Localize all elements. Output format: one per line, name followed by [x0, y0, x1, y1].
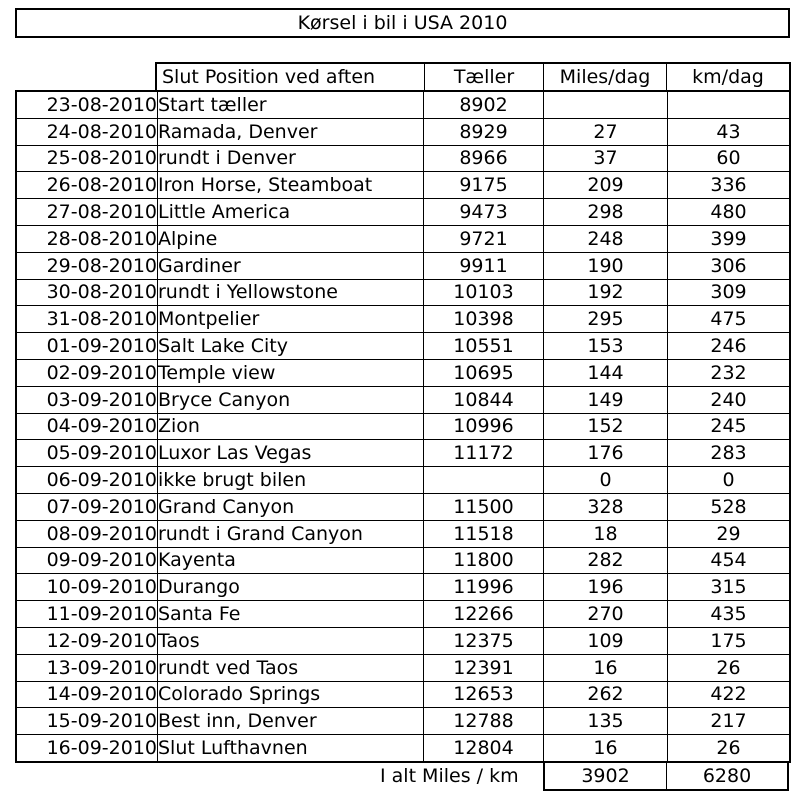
miles-cell: 176 — [544, 440, 668, 467]
counter-cell: 9911 — [424, 252, 544, 279]
counter-cell: 12788 — [424, 708, 544, 735]
table-row — [16, 252, 790, 279]
total-km-cell: 6280 — [702, 765, 752, 787]
miles-cell: 196 — [544, 574, 668, 601]
date-cell: 13-09-2010 — [16, 654, 158, 681]
table-row — [16, 91, 790, 118]
column-header-km-per-day: km/dag — [692, 66, 764, 88]
km-cell: 240 — [668, 386, 791, 413]
date-cell: 25-08-2010 — [16, 145, 158, 172]
km-cell: 217 — [668, 708, 791, 735]
table-row — [16, 547, 790, 574]
table-row — [16, 225, 790, 252]
table-row — [16, 118, 790, 145]
counter-cell: 11172 — [424, 440, 544, 467]
km-cell: 306 — [668, 252, 791, 279]
miles-cell: 298 — [544, 199, 668, 226]
counter-cell: 10695 — [424, 359, 544, 386]
table-row — [16, 467, 790, 494]
destination-cell: Montpelier — [158, 306, 424, 333]
km-cell: 43 — [668, 118, 791, 145]
counter-cell: 11518 — [424, 520, 544, 547]
counter-cell: 10551 — [424, 333, 544, 360]
km-cell: 246 — [668, 333, 791, 360]
miles-cell: 109 — [544, 627, 668, 654]
miles-cell: 37 — [544, 145, 668, 172]
counter-cell: 8966 — [424, 145, 544, 172]
km-cell: 336 — [668, 172, 791, 199]
destination-cell: Salt Lake City — [158, 333, 424, 360]
date-cell: 30-08-2010 — [16, 279, 158, 306]
counter-cell: 12653 — [424, 681, 544, 708]
counter-cell: 11800 — [424, 547, 544, 574]
date-cell: 27-08-2010 — [16, 199, 158, 226]
counter-cell: 8902 — [424, 91, 544, 118]
miles-cell: 282 — [544, 547, 668, 574]
driving-log-table — [15, 90, 791, 763]
km-cell: 399 — [668, 225, 791, 252]
km-cell: 435 — [668, 601, 791, 628]
miles-cell: 270 — [544, 601, 668, 628]
destination-cell: Durango — [158, 574, 424, 601]
miles-cell: 0 — [544, 467, 668, 494]
destination-cell: Bryce Canyon — [158, 386, 424, 413]
counter-cell: 12391 — [424, 654, 544, 681]
column-header-destination: Slut Position ved aften — [157, 64, 425, 90]
table-row — [16, 386, 790, 413]
table-row — [16, 359, 790, 386]
miles-cell: 16 — [544, 735, 668, 762]
km-cell: 315 — [668, 574, 791, 601]
counter-cell: 11996 — [424, 574, 544, 601]
destination-cell: Best inn, Denver — [158, 708, 424, 735]
date-cell: 23-08-2010 — [16, 91, 158, 118]
counter-cell — [424, 467, 544, 494]
miles-cell: 295 — [544, 306, 668, 333]
km-cell: 422 — [668, 681, 791, 708]
miles-cell: 152 — [544, 413, 668, 440]
destination-cell: ikke brugt bilen — [158, 467, 424, 494]
table-row — [16, 601, 790, 628]
destination-cell: rundt i Yellowstone — [158, 279, 424, 306]
date-cell: 12-09-2010 — [16, 627, 158, 654]
date-cell: 01-09-2010 — [16, 333, 158, 360]
table-row — [16, 145, 790, 172]
driving-log-rows — [16, 91, 790, 762]
table-row — [16, 306, 790, 333]
destination-cell: Luxor Las Vegas — [158, 440, 424, 467]
column-header-counter: Tæller — [425, 64, 544, 90]
date-cell: 11-09-2010 — [16, 601, 158, 628]
km-cell: 480 — [668, 199, 791, 226]
date-cell: 04-09-2010 — [16, 413, 158, 440]
total-miles-cell: 3902 — [545, 763, 667, 789]
date-cell: 03-09-2010 — [16, 386, 158, 413]
destination-cell: Slut Lufthavnen — [158, 735, 424, 762]
destination-cell: Santa Fe — [158, 601, 424, 628]
destination-cell: Kayenta — [158, 547, 424, 574]
date-cell: 16-09-2010 — [16, 735, 158, 762]
miles-cell: 192 — [544, 279, 668, 306]
table-row — [16, 279, 790, 306]
km-cell: 60 — [668, 145, 791, 172]
date-cell: 28-08-2010 — [16, 225, 158, 252]
km-cell: 175 — [668, 627, 791, 654]
counter-cell: 12266 — [424, 601, 544, 628]
destination-cell: Iron Horse, Steamboat — [158, 172, 424, 199]
km-cell: 475 — [668, 306, 791, 333]
date-cell: 26-08-2010 — [16, 172, 158, 199]
km-cell: 26 — [668, 735, 791, 762]
date-cell: 05-09-2010 — [16, 440, 158, 467]
date-cell: 24-08-2010 — [16, 118, 158, 145]
km-cell: 0 — [668, 467, 791, 494]
miles-cell: 135 — [544, 708, 668, 735]
date-cell: 14-09-2010 — [16, 681, 158, 708]
date-cell: 31-08-2010 — [16, 306, 158, 333]
column-header-row — [155, 62, 791, 92]
km-cell — [668, 91, 791, 118]
table-row — [16, 493, 790, 520]
counter-cell: 10844 — [424, 386, 544, 413]
total-label: I alt Miles / km — [380, 765, 519, 787]
destination-cell: Zion — [158, 413, 424, 440]
table-row — [16, 199, 790, 226]
destination-cell: Grand Canyon — [158, 493, 424, 520]
sheet-title: Kørsel i bil i USA 2010 — [15, 8, 790, 38]
destination-cell: Little America — [158, 199, 424, 226]
miles-cell — [544, 91, 668, 118]
miles-cell: 149 — [544, 386, 668, 413]
destination-cell: Taos — [158, 627, 424, 654]
miles-cell: 328 — [544, 493, 668, 520]
date-cell: 29-08-2010 — [16, 252, 158, 279]
table-row — [16, 735, 790, 762]
table-row — [16, 172, 790, 199]
destination-cell: rundt i Denver — [158, 145, 424, 172]
miles-cell: 27 — [544, 118, 668, 145]
counter-cell: 12375 — [424, 627, 544, 654]
date-cell: 15-09-2010 — [16, 708, 158, 735]
counter-cell: 10398 — [424, 306, 544, 333]
km-cell: 283 — [668, 440, 791, 467]
counter-cell: 11500 — [424, 493, 544, 520]
date-cell: 02-09-2010 — [16, 359, 158, 386]
destination-cell: Gardiner — [158, 252, 424, 279]
miles-cell: 153 — [544, 333, 668, 360]
table-row — [16, 627, 790, 654]
counter-cell: 8929 — [424, 118, 544, 145]
destination-cell: rundt ved Taos — [158, 654, 424, 681]
miles-cell: 144 — [544, 359, 668, 386]
table-row — [16, 333, 790, 360]
km-cell: 528 — [668, 493, 791, 520]
date-cell: 09-09-2010 — [16, 547, 158, 574]
date-cell: 08-09-2010 — [16, 520, 158, 547]
km-cell: 26 — [668, 654, 791, 681]
table-row — [16, 708, 790, 735]
miles-cell: 16 — [544, 654, 668, 681]
counter-cell: 10103 — [424, 279, 544, 306]
destination-cell: Ramada, Denver — [158, 118, 424, 145]
counter-cell: 9473 — [424, 199, 544, 226]
destination-cell: Alpine — [158, 225, 424, 252]
table-row — [16, 413, 790, 440]
date-cell: 10-09-2010 — [16, 574, 158, 601]
counter-cell: 9175 — [424, 172, 544, 199]
destination-cell: rundt i Grand Canyon — [158, 520, 424, 547]
date-cell: 07-09-2010 — [16, 493, 158, 520]
miles-cell: 18 — [544, 520, 668, 547]
table-row — [16, 440, 790, 467]
miles-cell: 190 — [544, 252, 668, 279]
table-row — [16, 574, 790, 601]
table-row — [16, 654, 790, 681]
date-cell: 06-09-2010 — [16, 467, 158, 494]
table-row — [16, 520, 790, 547]
table-row — [16, 681, 790, 708]
km-cell: 245 — [668, 413, 791, 440]
miles-cell: 209 — [544, 172, 668, 199]
counter-cell: 9721 — [424, 225, 544, 252]
counter-cell: 10996 — [424, 413, 544, 440]
km-cell: 454 — [668, 547, 791, 574]
miles-cell: 248 — [544, 225, 668, 252]
total-box — [543, 761, 789, 791]
km-cell: 29 — [668, 520, 791, 547]
km-cell: 232 — [668, 359, 791, 386]
destination-cell: Colorado Springs — [158, 681, 424, 708]
miles-cell: 262 — [544, 681, 668, 708]
destination-cell: Temple view — [158, 359, 424, 386]
counter-cell: 12804 — [424, 735, 544, 762]
destination-cell: Start tæller — [158, 91, 424, 118]
column-header-miles-per-day: Miles/dag — [544, 64, 667, 90]
km-cell: 309 — [668, 279, 791, 306]
